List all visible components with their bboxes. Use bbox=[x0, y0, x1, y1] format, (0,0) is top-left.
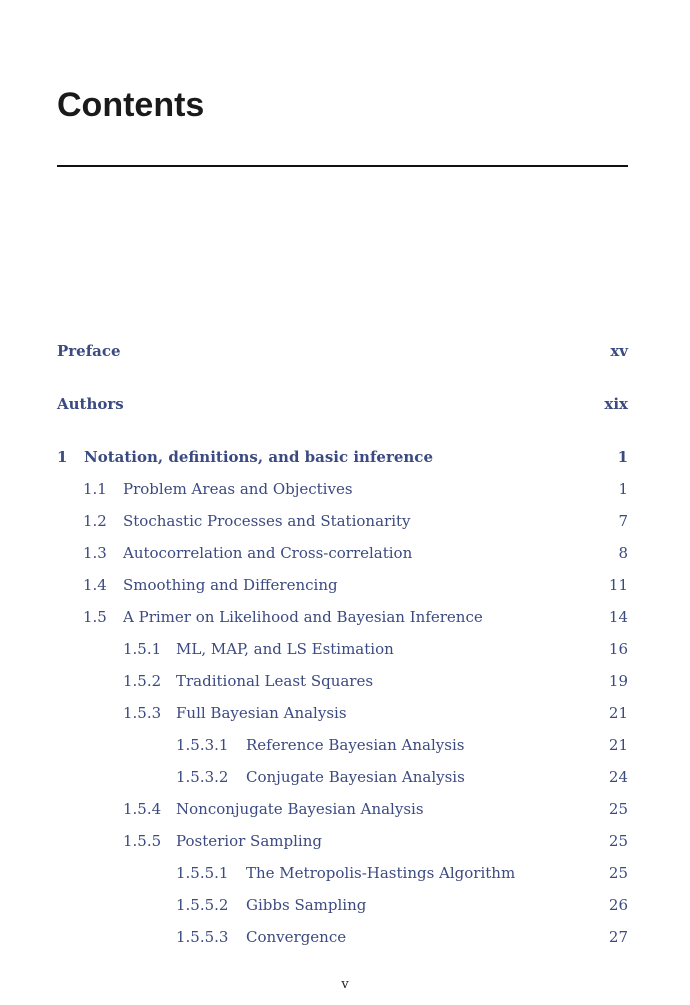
toc-subsection[interactable] bbox=[57, 826, 628, 858]
toc-entry-title: Nonconjugate Bayesian Analysis bbox=[176, 800, 424, 818]
toc-entry-title: Stochastic Processes and Stationarity bbox=[123, 512, 411, 530]
heading-rule bbox=[57, 165, 628, 167]
toc-entry-number: 1.5.1 bbox=[123, 640, 162, 658]
toc-section[interactable] bbox=[57, 538, 628, 570]
toc-entry-title: A Primer on Likelihood and Bayesian Inference bbox=[123, 608, 483, 626]
toc-subsubsection[interactable] bbox=[57, 762, 628, 794]
toc-entry-number: 1.5.4 bbox=[123, 800, 162, 818]
toc-entry-title: Preface bbox=[57, 342, 121, 360]
toc-entry-page: 27 bbox=[608, 928, 628, 946]
toc-entry-page: xix bbox=[604, 395, 628, 413]
toc-entry-title: ML, MAP, and LS Estimation bbox=[176, 640, 394, 658]
toc-entry-number: 1.2 bbox=[83, 512, 107, 530]
toc-entry-title: Traditional Least Squares bbox=[176, 672, 374, 690]
toc-entry-title: Gibbs Sampling bbox=[246, 896, 367, 914]
toc-entry-page: 21 bbox=[608, 736, 628, 754]
toc-entry-title: Smoothing and Differencing bbox=[123, 576, 338, 594]
toc-entry-title: Authors bbox=[57, 395, 124, 413]
toc-subsubsection[interactable] bbox=[57, 858, 628, 890]
toc-entry-title: Reference Bayesian Analysis bbox=[246, 736, 465, 754]
toc-subsection[interactable] bbox=[57, 698, 628, 730]
toc-entry-page: 8 bbox=[618, 544, 628, 562]
toc-entry-number: 1.5.3 bbox=[123, 704, 162, 722]
toc-entry-number: 1 bbox=[57, 448, 68, 466]
toc-subsubsection[interactable] bbox=[57, 730, 628, 762]
table-of-contents bbox=[57, 336, 628, 954]
toc-entry-page: 19 bbox=[608, 672, 628, 690]
toc-entry-number: 1.5 bbox=[83, 608, 107, 626]
toc-entry-page: 25 bbox=[608, 800, 628, 818]
toc-entry-page: 7 bbox=[618, 512, 628, 530]
toc-entry-title: Conjugate Bayesian Analysis bbox=[246, 768, 465, 786]
toc-section[interactable] bbox=[57, 506, 628, 538]
toc-entry-number: 1.1 bbox=[83, 480, 107, 498]
toc-section[interactable] bbox=[57, 602, 628, 634]
toc-subsection[interactable] bbox=[57, 666, 628, 698]
toc-entry-page: 14 bbox=[608, 608, 628, 626]
toc-entry-number: 1.5.5.1 bbox=[176, 864, 229, 882]
toc-entry-title: The Metropolis-Hastings Algorithm bbox=[246, 864, 516, 882]
toc-section[interactable] bbox=[57, 570, 628, 602]
toc-entry-number: 1.4 bbox=[83, 576, 107, 594]
toc-subsection[interactable] bbox=[57, 634, 628, 666]
toc-entry-page: 25 bbox=[608, 832, 628, 850]
toc-entry-number: 1.5.2 bbox=[123, 672, 162, 690]
toc-entry-number: 1.3 bbox=[83, 544, 107, 562]
toc-entry-page: 26 bbox=[608, 896, 628, 914]
toc-chapter-1[interactable] bbox=[57, 442, 628, 474]
toc-entry-title: Convergence bbox=[246, 928, 347, 946]
toc-entry-preface[interactable] bbox=[57, 336, 628, 389]
toc-entry-title: Problem Areas and Objectives bbox=[123, 480, 353, 498]
page-number: v bbox=[341, 977, 349, 992]
toc-entry-page: 16 bbox=[608, 640, 628, 658]
toc-subsubsection[interactable] bbox=[57, 922, 628, 954]
toc-entry-page: 25 bbox=[608, 864, 628, 882]
toc-entry-title: Posterior Sampling bbox=[176, 832, 322, 850]
toc-entry-title: Full Bayesian Analysis bbox=[176, 704, 347, 722]
toc-subsection[interactable] bbox=[57, 794, 628, 826]
toc-entry-title: Notation, definitions, and basic inference bbox=[84, 448, 433, 466]
toc-entry-number: 1.5.5 bbox=[123, 832, 162, 850]
toc-entry-page: 11 bbox=[608, 576, 628, 594]
toc-entry-page: 21 bbox=[608, 704, 628, 722]
toc-entry-page: xv bbox=[610, 342, 628, 360]
toc-subsubsection[interactable] bbox=[57, 890, 628, 922]
toc-entry-title: Autocorrelation and Cross-correlation bbox=[123, 544, 413, 562]
toc-entry-page: 1 bbox=[618, 480, 628, 498]
toc-entry-page: 1 bbox=[617, 448, 628, 466]
toc-section[interactable] bbox=[57, 474, 628, 506]
toc-entry-number: 1.5.3.2 bbox=[176, 768, 229, 786]
toc-entry-number: 1.5.5.3 bbox=[176, 928, 229, 946]
toc-entry-page: 24 bbox=[608, 768, 628, 786]
contents-heading: Contents bbox=[57, 86, 205, 124]
toc-entry-number: 1.5.3.1 bbox=[176, 736, 229, 754]
toc-entry-authors[interactable] bbox=[57, 389, 628, 442]
toc-entry-number: 1.5.5.2 bbox=[176, 896, 229, 914]
